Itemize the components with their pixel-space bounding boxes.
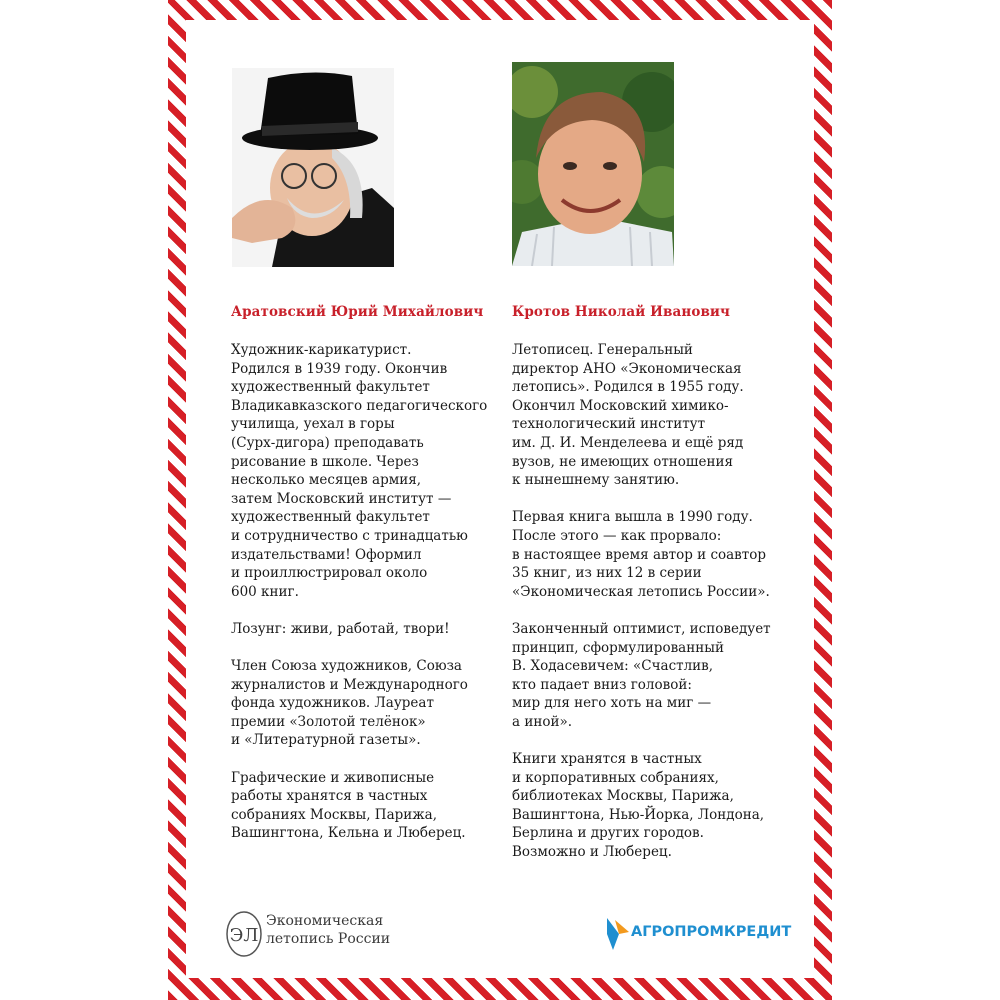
- right-bio-paragraph: Книги хранятся в частных и корпоративных собраниях, библиотеках Москвы, Парижа, Вашингтона, Нью-Йорка, Лондона, Берлина и других городов. Возможно и Люберец.: [512, 751, 765, 861]
- agropromkredit-logo: [605, 912, 795, 956]
- agropromkredit-logo-text: АГРОПРОМКРЕДИТ: [631, 924, 792, 940]
- right-bio-paragraph: Первая книга вышла в 1990 году. После этого — как прорвало: в настоящее время автор и соавтор 35 книг, из них 12 в серии «Экономическая летопись России».: [512, 509, 770, 600]
- svg-text:ЭЛ: ЭЛ: [229, 925, 259, 946]
- right-bio-paragraph: Законченный оптимист, исповедует принцип, сформулированный В. Ходасевичем: «Счастлив, кто падает вниз головой: мир для него хоть на миг — а иной».: [512, 620, 771, 730]
- right-author-name: Кротов Николай Иванович: [512, 304, 731, 320]
- left-bio-paragraph: Член Союза художников, Союза журналистов и Международного фонда художников. Лауреат премии «Золотой телёнок» и «Литературной газеты».: [231, 658, 468, 749]
- left-author-bio: [231, 341, 496, 862]
- left-bio-paragraph: Художник-карикатурист. Родился в 1939 году. Окончив художественный факультет Владикавказского педагогического училища, уехал в горы (Сурх-дигора) преподавать рисование в школе. Через несколько месяцев армия, затем Московский институт — художественный факультет и сотрудничество с тринадцатью издательствами! Оформил и проиллюстрировал около 600 книг.: [231, 342, 488, 600]
- left-bio-paragraph: Лозунг: живи, работай, твори!: [231, 620, 450, 637]
- economic-chronicle-logo-text: Экономическая летопись России: [266, 913, 391, 947]
- agropromkredit-mark-icon: [605, 914, 631, 954]
- left-author-photo: [232, 68, 394, 267]
- left-bio-paragraph: Графические и живописные работы хранятся в частных собраниях Москвы, Парижа, Вашингтона, Кельна и Люберец.: [231, 769, 466, 842]
- right-bio-paragraph: Летописец. Генеральный директор АНО «Экономическая летопись». Родился в 1955 году. Окончил Московский химико- технологический институт им. Д. И. Менделеева и ещё ряд вузов, не имеющих отношения к нынешнему занятию.: [512, 342, 744, 489]
- economic-chronicle-logo: [222, 908, 422, 960]
- elr-monogram-icon: [224, 910, 264, 958]
- left-author-name: Аратовский Юрий Михайлович: [231, 304, 484, 320]
- right-author-bio: [512, 341, 792, 880]
- right-author-photo: [512, 62, 674, 266]
